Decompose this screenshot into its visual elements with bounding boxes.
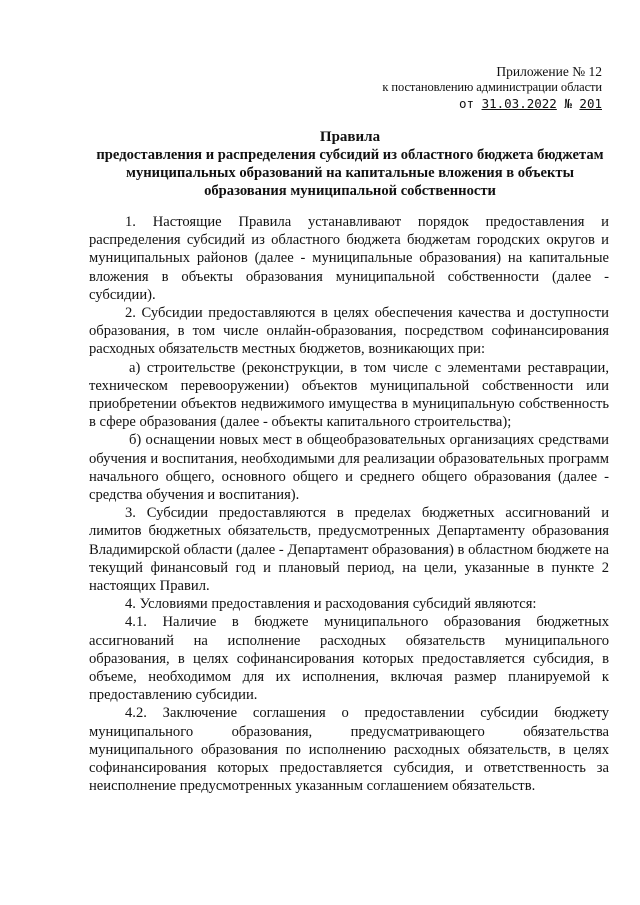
paragraph-1: 1. Настоящие Правила устанавливают порядок предоставления и распределения субсидий из областного бюджета бюджетам городских округов и муниципальных районов (далее - муниципальные образования) на капитальные вложения в объекты образования муниципальной собственности (далее - субсидии). xyxy=(89,214,609,303)
resolution-reference: к постановлению администрации области xyxy=(382,80,602,94)
appendix-number: Приложение № 12 xyxy=(496,64,602,79)
document-header xyxy=(342,64,602,111)
title-heading: Правила xyxy=(319,129,381,145)
date-prefix: от xyxy=(458,96,475,111)
resolution-number: 201 xyxy=(579,96,602,111)
document-body xyxy=(89,213,609,796)
paragraph-4: 4. Условиями предоставления и расходования субсидий являются: xyxy=(125,596,537,613)
paragraph-2: 2. Субсидии предоставляются в целях обеспечения качества и доступности образования, в том числе онлайн-образования, посредством софинансирования расходных обязательств местных бюджетов, возникающих при: xyxy=(89,305,609,358)
paragraph-4-1: 4.1. Наличие в бюджете муниципального образования бюджетных ассигнований на исполнение расходных обязательств муниципального образования, в целях софинансирования которых предоставляется субсидия, в объеме, необходимом для их исполнения, включая размер планируемой к предоставлению субсидии. xyxy=(89,614,609,704)
resolution-date: 31.03.2022 xyxy=(481,96,557,111)
title-subheading: предоставления и распределения субсидий из областного бюджета бюджетам муниципальных образований на капитальные вложения в объекты образования муниципальной собственности xyxy=(96,147,604,199)
paragraph-4-2: 4.2. Заключение соглашения о предоставлении субсидии бюджету муниципального образования, предусматривающего обязательства муниципального образования по исполнению расходных обязательств, в целях софинансирования которых предоставляется субсидия, и ответственность за неисполнение предусмотренных указанным соглашением обязательств. xyxy=(89,705,609,795)
document-title xyxy=(90,128,610,200)
resolution-dateline xyxy=(342,96,602,111)
number-prefix: № xyxy=(564,96,572,111)
paragraph-2b: б) оснащении новых мест в общеобразовательных организациях средствами обучения и воспитания, необходимыми для реализации образовательных программ начального общего, основного общего и среднего общего образования (далее - средства обучения и воспитания). xyxy=(89,432,609,504)
paragraph-2a: а) строительстве (реконструкции, в том числе с элементами реставрации, техническом перевооружении) объектов муниципальной собственности или приобретении объектов недвижимого имущества в муниципальную собственность в сфере образования (далее - объекты капитального строительства); xyxy=(89,359,609,431)
paragraph-3: 3. Субсидии предоставляются в пределах бюджетных ассигнований и лимитов бюджетных обязательств, предусмотренных Департаменту образования Владимирской области (далее - Департамент образования) в областном бюджете на текущий финансовый год и плановый период, на цели, указанные в пункте 2 настоящих Правил. xyxy=(89,505,609,595)
